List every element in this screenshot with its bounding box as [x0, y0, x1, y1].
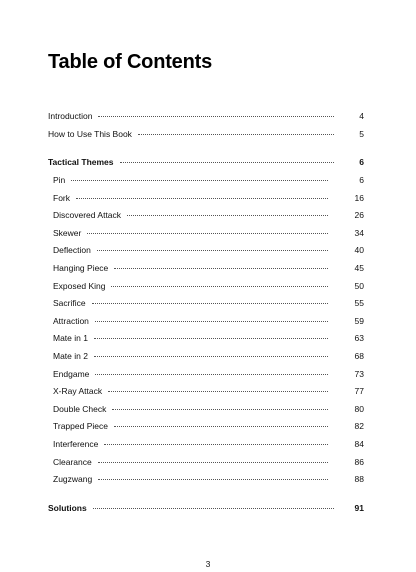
toc-entry-page: 68	[354, 351, 364, 361]
toc-entry-page: 50	[354, 280, 364, 291]
dot-leader	[120, 162, 334, 163]
toc-entry-fork[interactable]	[0, 191, 416, 205]
toc-entry-label: Pin	[53, 175, 66, 185]
toc-entry-how-to-use[interactable]	[0, 127, 416, 141]
toc-entry-sacrifice[interactable]	[0, 296, 416, 310]
toc-entry-mate-in-1[interactable]	[0, 331, 416, 345]
toc-entry-page: 6	[359, 175, 364, 185]
toc-entry-page: 88	[354, 474, 364, 485]
toc-entry-mate-in-2[interactable]	[0, 349, 416, 363]
toc-entry-label: Mate in 1	[53, 333, 88, 344]
page-number: 3	[205, 559, 211, 569]
dot-leader	[71, 180, 328, 181]
toc-entry-label: Deflection	[53, 245, 91, 256]
page-title: Table of Contents	[48, 51, 213, 73]
dot-leader	[114, 426, 328, 427]
toc-entry-label: Hanging Piece	[53, 263, 109, 273]
toc-entry-page: 86	[354, 456, 364, 467]
toc-entry-label: Skewer	[53, 227, 82, 238]
toc-entry-page: 55	[354, 298, 364, 309]
dot-leader	[112, 409, 328, 410]
toc-entry-label: Double Check	[53, 403, 107, 414]
dot-leader	[87, 233, 328, 234]
toc-entry-page: 16	[354, 192, 364, 203]
toc-entry-label: Clearance	[53, 456, 92, 467]
toc-entry-page: 4	[359, 111, 364, 121]
toc-section-label: Solutions	[48, 503, 87, 513]
toc-entry-label: Endgame	[53, 368, 90, 379]
toc-entry-page: 80	[354, 403, 364, 414]
toc-entry-interference[interactable]	[0, 437, 416, 451]
toc-entry-x-ray-attack[interactable]	[0, 384, 416, 398]
toc-entry-label: Fork	[53, 192, 70, 203]
dot-leader	[138, 134, 334, 135]
dot-leader	[93, 508, 334, 509]
toc-entry-zugzwang[interactable]	[0, 472, 416, 486]
toc-entry-label: Zugzwang	[53, 474, 93, 485]
toc-entry-page: 40	[354, 245, 364, 256]
toc-entry-exposed-king[interactable]	[0, 279, 416, 293]
toc-entry-trapped-piece[interactable]	[0, 419, 416, 433]
dot-leader	[76, 198, 328, 199]
toc-entry-page: 82	[354, 421, 364, 432]
toc-entry-label: Interference	[53, 439, 99, 449]
dot-leader	[98, 462, 328, 463]
toc-entry-page: 73	[354, 368, 364, 379]
toc-entry-page: 5	[359, 129, 364, 139]
toc-entry-label: Exposed King	[53, 280, 106, 291]
dot-leader	[95, 321, 328, 322]
dot-leader	[97, 250, 328, 251]
toc-section-page: 6	[359, 157, 364, 167]
dot-leader	[104, 444, 328, 445]
toc-entry-label: Introduction	[48, 111, 93, 121]
toc-section-tactical-themes[interactable]	[0, 155, 416, 169]
dot-leader	[114, 268, 328, 269]
toc-entry-page: 34	[354, 227, 364, 238]
toc-entry-pin[interactable]	[0, 173, 416, 187]
toc-entry-label: Attraction	[53, 315, 89, 326]
toc-entry-hanging-piece[interactable]	[0, 261, 416, 275]
toc-entry-discovered-attack[interactable]	[0, 208, 416, 222]
toc-entry-clearance[interactable]	[0, 455, 416, 469]
toc-section-page: 91	[354, 503, 364, 513]
toc-entry-endgame[interactable]	[0, 367, 416, 381]
toc-entry-label: How to Use This Book	[48, 129, 132, 139]
toc-entry-label: Trapped Piece	[53, 421, 108, 432]
toc-entry-label: Discovered Attack	[53, 210, 122, 221]
toc-entry-skewer[interactable]	[0, 226, 416, 240]
toc-entry-introduction[interactable]	[0, 109, 416, 123]
toc-section-label: Tactical Themes	[48, 157, 114, 167]
toc-entry-label: Mate in 2	[53, 351, 88, 361]
toc-entry-page: 59	[354, 315, 364, 326]
toc-entry-deflection[interactable]	[0, 243, 416, 257]
dot-leader	[108, 391, 328, 392]
toc-entry-page: 63	[354, 333, 364, 344]
toc-entry-attraction[interactable]	[0, 314, 416, 328]
dot-leader	[94, 356, 328, 357]
toc-entry-page: 26	[354, 210, 364, 221]
toc-entry-page: 45	[354, 263, 364, 273]
dot-leader	[95, 374, 328, 375]
toc-entry-label: Sacrifice	[53, 298, 86, 309]
toc-entry-label: X-Ray Attack	[53, 386, 103, 397]
toc-section-solutions[interactable]	[0, 501, 416, 515]
toc-entry-page: 77	[354, 386, 364, 397]
dot-leader	[94, 338, 328, 339]
toc-entry-page: 84	[354, 439, 364, 449]
dot-leader	[111, 286, 328, 287]
dot-leader	[127, 215, 328, 216]
dot-leader	[92, 303, 328, 304]
dot-leader	[98, 116, 334, 117]
dot-leader	[98, 479, 328, 480]
toc-entry-double-check[interactable]	[0, 402, 416, 416]
